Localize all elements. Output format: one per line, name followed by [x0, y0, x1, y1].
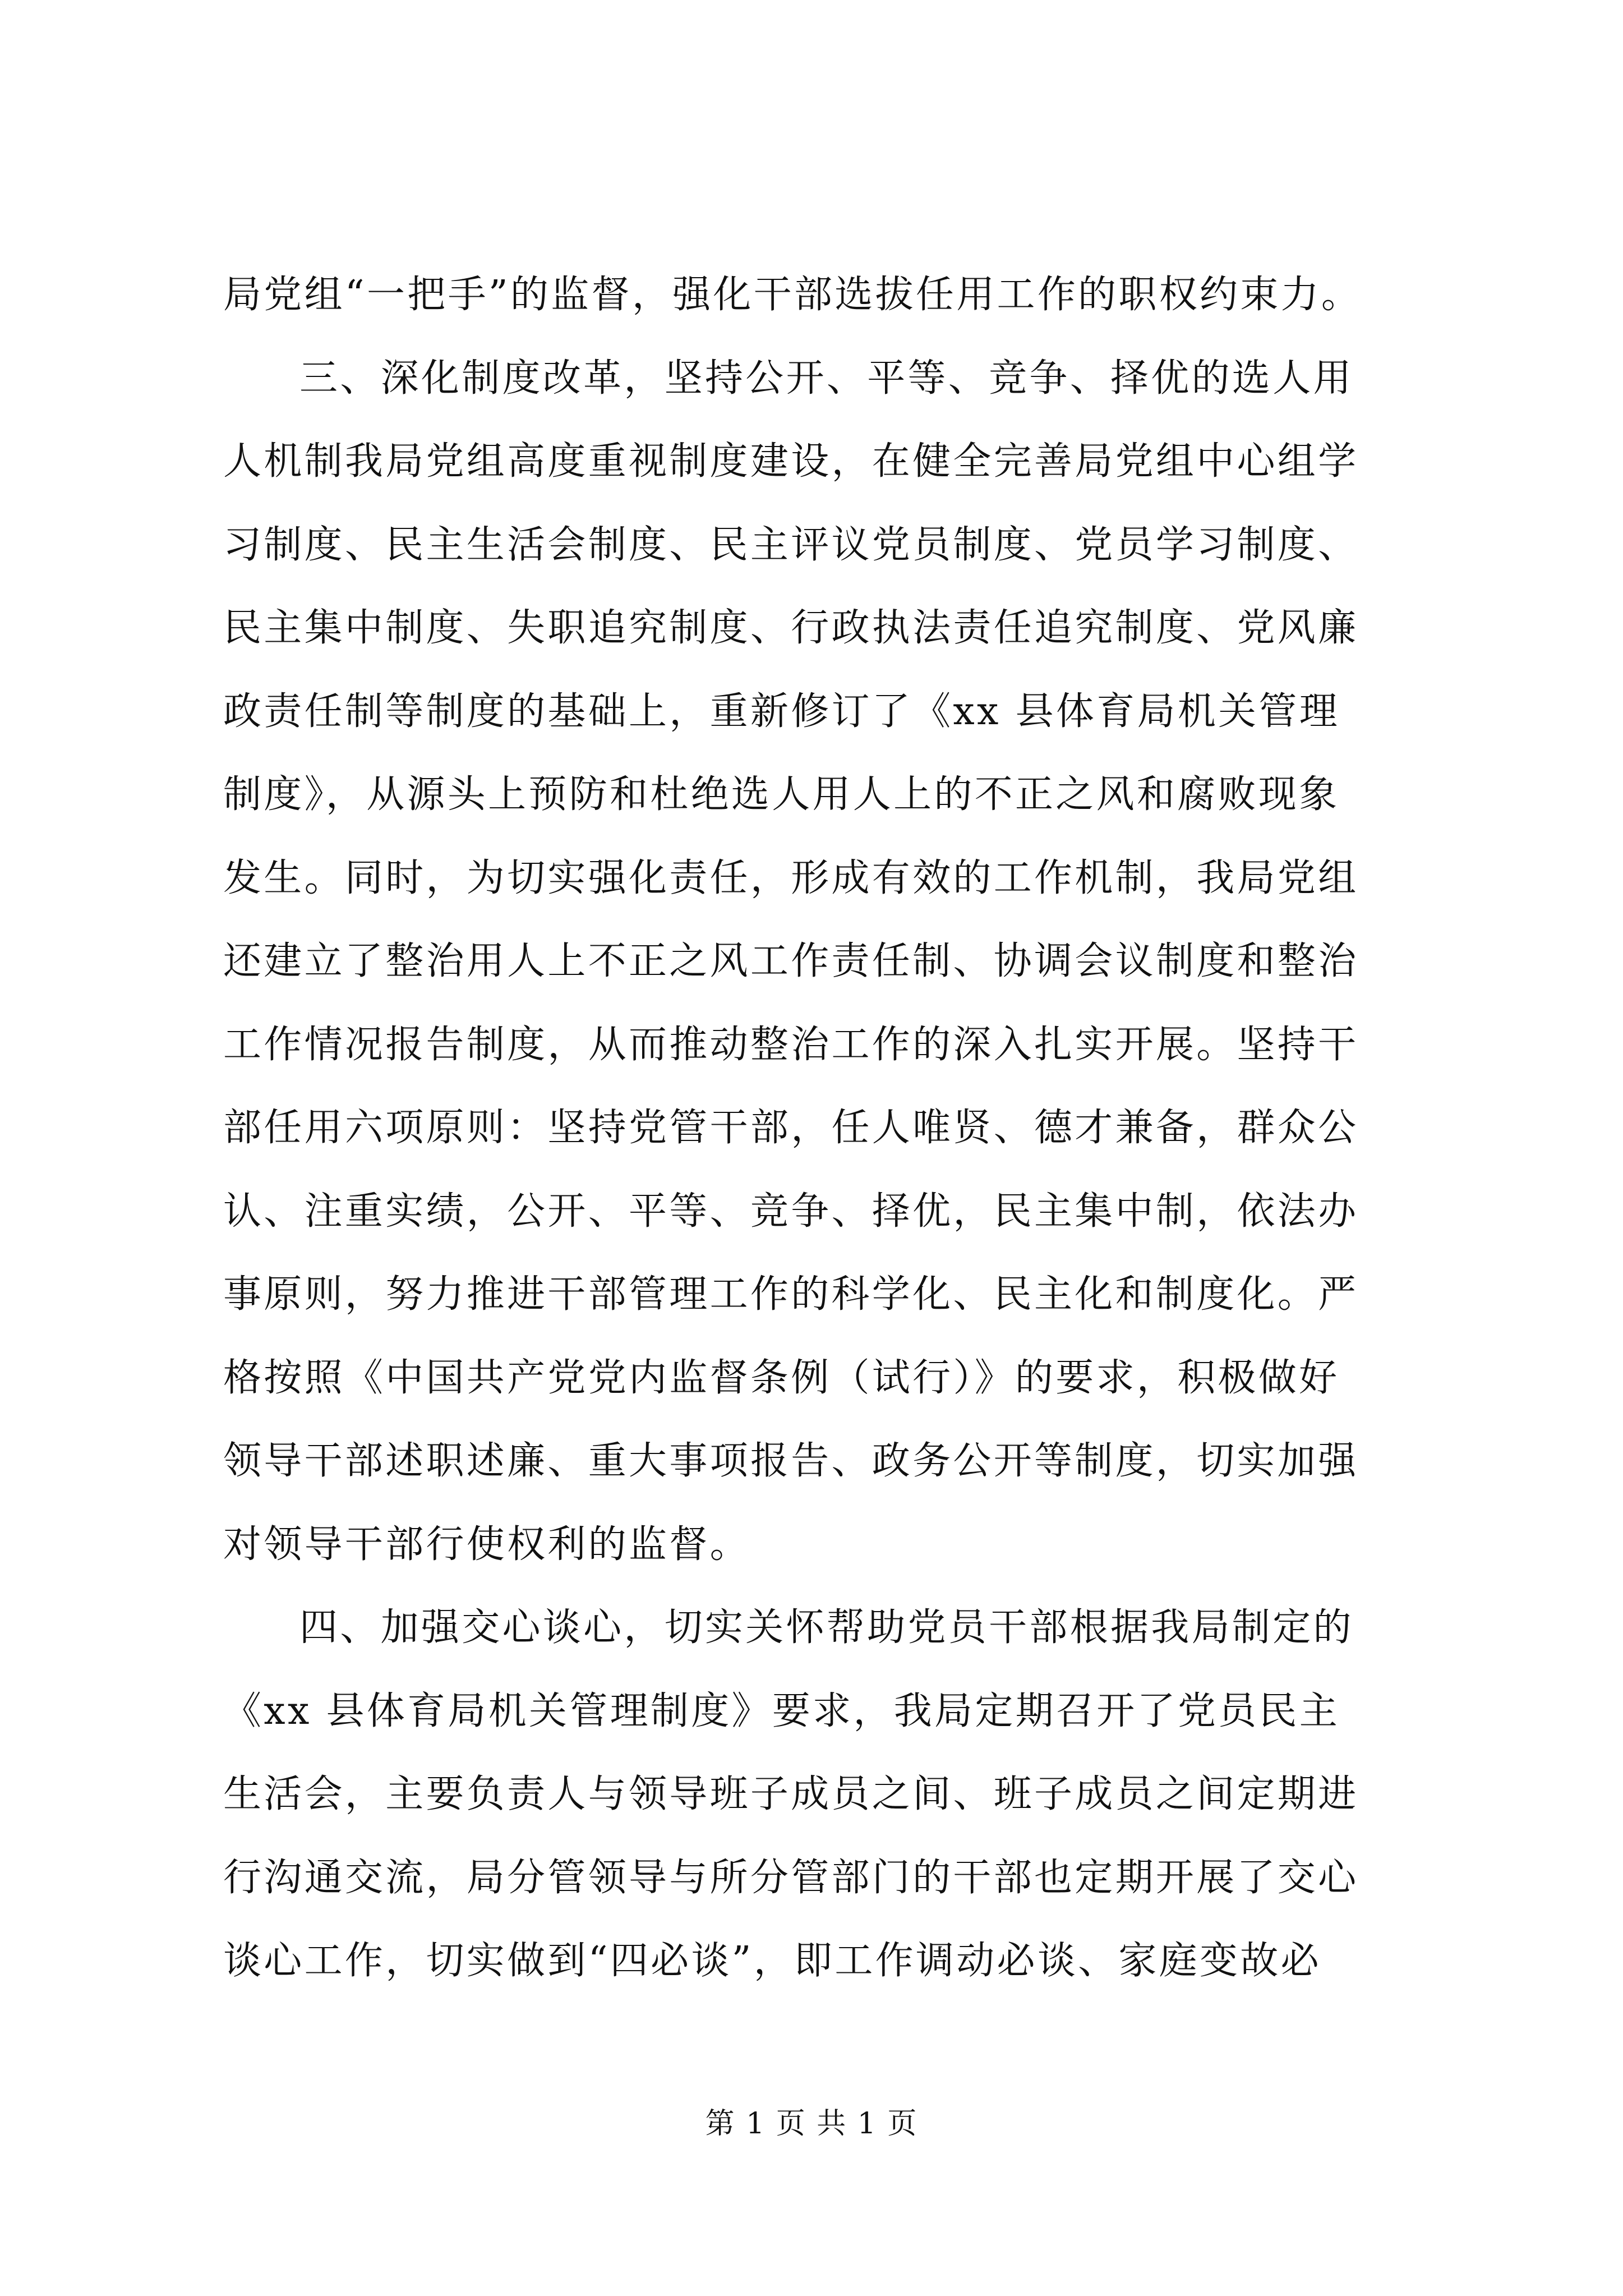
text-line: 事原则，努力推进干部管理工作的科学化、民主化和制度化。严: [223, 1272, 1359, 1317]
page-number-footer: 第 1 页 共 1 页: [705, 2107, 918, 2141]
text-line: 《xx 县体育局机关管理制度》要求，我局定期召开了党员民主: [223, 1689, 1340, 1733]
text-line: 生活会，主要负责人与领导班子成员之间、班子成员之间定期进: [223, 1772, 1359, 1816]
text-line: 民主集中制度、失职追究制度、行政执法责任追究制度、党风廉: [223, 606, 1359, 650]
text-line: 部任用六项原则：坚持党管干部，任人唯贤、德才兼备，群众公: [223, 1106, 1359, 1150]
text-line: 制度》，从源头上预防和杜绝选人用人上的不正之风和腐败现象: [223, 772, 1340, 817]
text-line: 还建立了整治用人上不正之风工作责任制、协调会议制度和整治: [223, 939, 1359, 983]
text-line: 认、注重实绩，公开、平等、竞争、择优，民主集中制，依法办: [223, 1189, 1359, 1234]
text-line: 习制度、民主生活会制度、民主评议党员制度、党员学习制度、: [223, 523, 1359, 567]
text-line: 工作情况报告制度，从而推动整治工作的深入扎实开展。坚持干: [223, 1023, 1359, 1067]
text-line: 发生。同时，为切实强化责任，形成有效的工作机制，我局党组: [223, 856, 1359, 900]
text-line: 局党组“一把手”的监督，强化干部选拔任用工作的职权约束力。: [223, 273, 1362, 317]
section-heading-line: 三、深化制度改革，坚持公开、平等、竞争、择优的选人用: [299, 356, 1354, 401]
text-line: 领导干部述职述廉、重大事项报告、政务公开等制度，切实加强: [223, 1439, 1359, 1483]
text-line: 谈心工作，切实做到“四必谈”，即工作调动必谈、家庭变故必: [223, 1939, 1321, 1983]
text-line: 政责任制等制度的基础上，重新修订了《xx 县体育局机关管理: [223, 689, 1340, 734]
text-line: 人机制我局党组高度重视制度建设，在健全完善局党组中心组学: [223, 439, 1359, 484]
text-line: 格按照《中国共产党党内监督条例（试行）》的要求，积极做好: [223, 1356, 1340, 1400]
text-line: 行沟通交流，局分管领导与所分管部门的干部也定期开展了交心: [223, 1856, 1359, 1900]
section-heading-line: 四、加强交心谈心，切实关怀帮助党员干部根据我局制定的: [299, 1605, 1354, 1650]
text-line: 对领导干部行使权利的监督。: [223, 1522, 750, 1567]
